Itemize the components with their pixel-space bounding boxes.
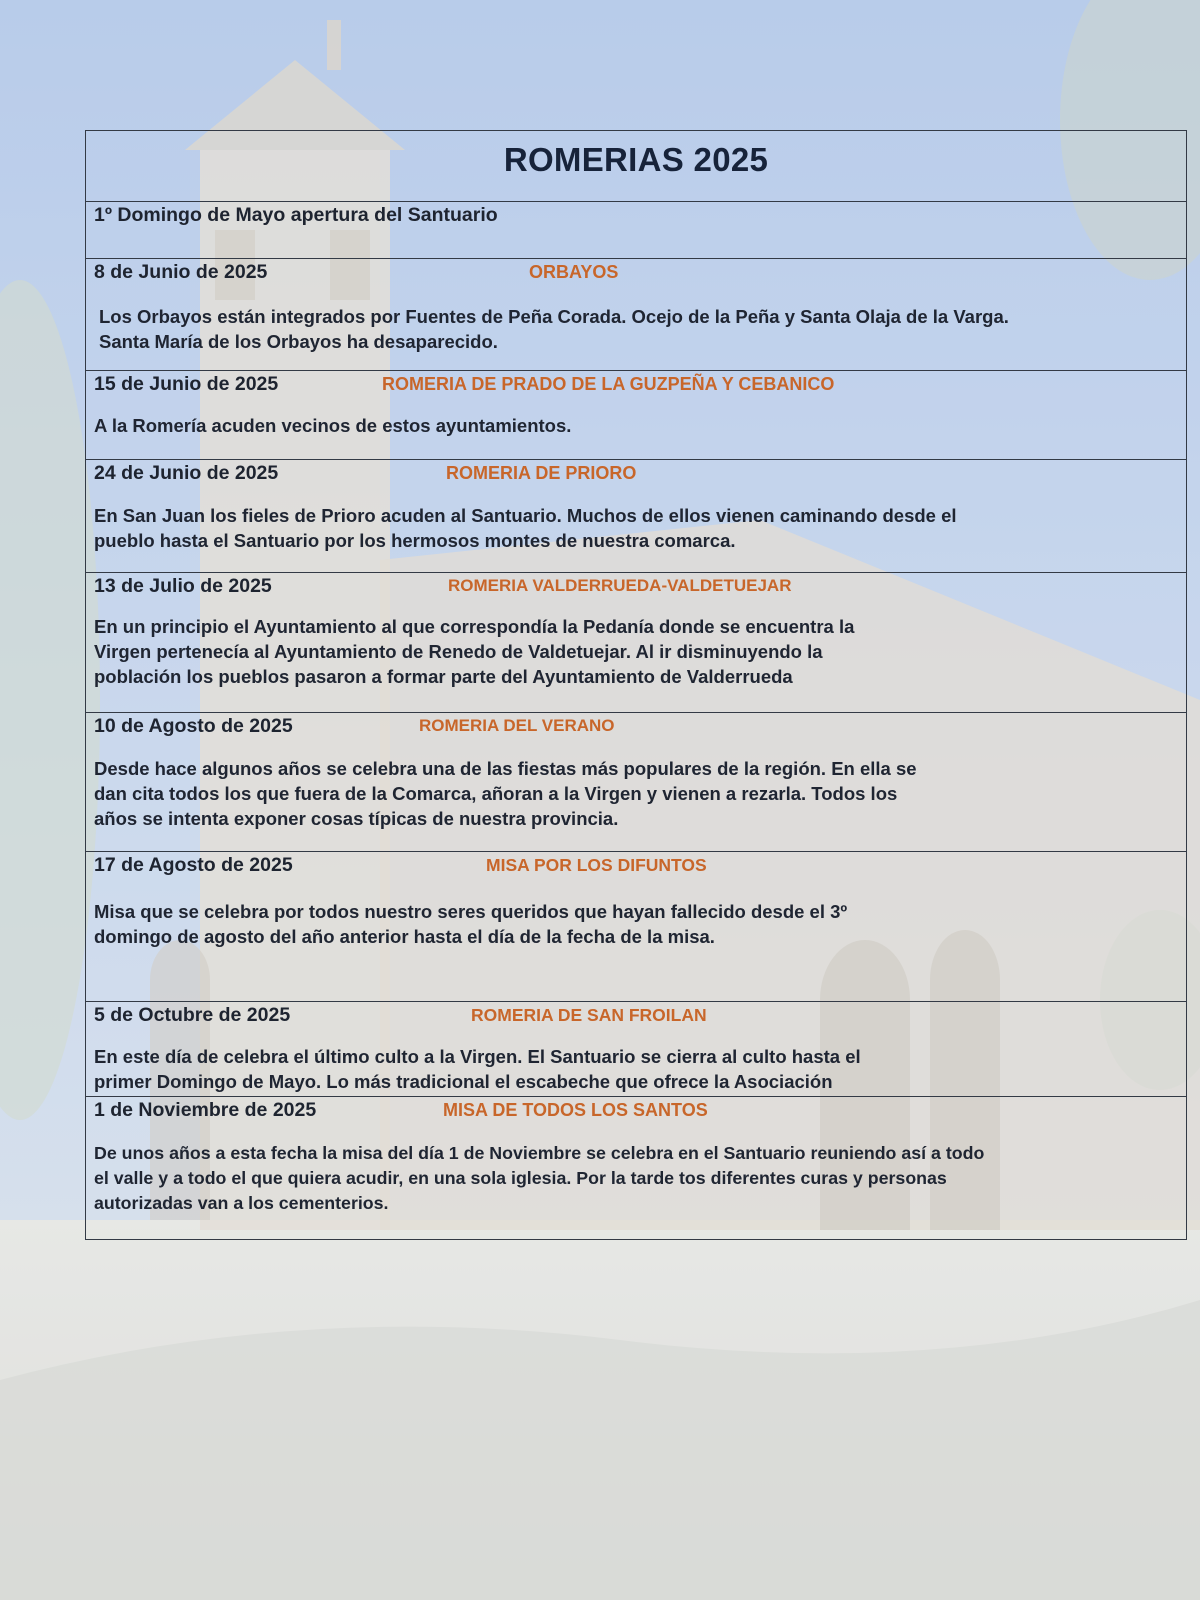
event-description: En un principio el Ayuntamiento al que correspondía la Pedanía donde se encuentra la Virgen pertenecía al Ayuntamiento de Renedo de Valdetuejar. Al ir disminuyendo la población los pueblos pasaron a formar parte del Ayuntamiento de Valderrueda: [94, 616, 855, 687]
event-row-valderrueda: [86, 573, 1186, 713]
event-row-orbayos: [86, 259, 1186, 371]
event-description: Desde hace algunos años se celebra una de las fiestas más populares de la región. En ella se dan cita todos los que fuera de la Comarca, añoran a la Virgen y vienen a rezarla. Todos los años se intenta exponer cosas típicas de nuestra provincia.: [94, 758, 917, 829]
event-date: 1 de Noviembre de 2025: [94, 1099, 317, 1121]
event-description: Los Orbayos están integrados por Fuentes de Peña Corada. Ocejo de la Peña y Santa Olaja de la Varga. Santa María de los Orbayos ha desaparecido.: [99, 306, 1009, 352]
event-date: 24 de Junio de 2025: [94, 462, 279, 484]
page-title: ROMERIAS 2025: [503, 141, 769, 178]
event-row-prado: [86, 371, 1186, 460]
event-name: ROMERIA DE SAN FROILAN: [471, 1005, 707, 1025]
event-description: En San Juan los fieles de Prioro acuden al Santuario. Muchos de ellos vienen caminando desde el pueblo hasta el Santuario por los hermosos montes de nuestra comarca.: [94, 505, 957, 551]
event-row-prioro: [86, 460, 1186, 573]
event-description: A la Romería acuden vecinos de estos ayuntamientos.: [94, 415, 572, 436]
event-date: 8 de Junio de 2025: [94, 261, 268, 283]
event-description: En este día de celebra el último culto a la Virgen. El Santuario se cierra al culto hasta el primer Domingo de Mayo. Lo más tradicional el escabeche que ofrece la Asociación: [94, 1046, 861, 1092]
event-name: ROMERIA DE PRADO DE LA GUZPEÑA Y CEBANICO: [382, 374, 835, 394]
event-row-santos: [86, 1097, 1186, 1239]
event-name: MISA DE TODOS LOS SANTOS: [443, 1100, 708, 1120]
event-date: 13 de Julio de 2025: [94, 575, 272, 597]
event-name: ROMERIA DEL VERANO: [419, 716, 615, 735]
event-description: De unos años a esta fecha la misa del día 1 de Noviembre se celebra en el Santuario reuniendo así a todo el valle y a todo el que quiera acudir, en una sola iglesia. Por la tarde tos diferentes curas y personas autorizadas van a los cementerios.: [94, 1143, 985, 1213]
opening-row: [86, 202, 1186, 259]
event-date: 5 de Octubre de 2025: [94, 1004, 291, 1026]
event-name: ORBAYOS: [529, 262, 619, 282]
event-row-verano: [86, 713, 1186, 852]
event-date: 15 de Junio de 2025: [94, 373, 279, 395]
event-name: ROMERIA VALDERRUEDA-VALDETUEJAR: [448, 576, 792, 595]
event-description: Misa que se celebra por todos nuestro seres queridos que hayan fallecido desde el 3º domingo de agosto del año anterior hasta el día de la fecha de la misa.: [94, 901, 848, 947]
event-name: ROMERIA DE PRIORO: [446, 463, 637, 483]
event-row-difuntos: [86, 852, 1186, 1002]
event-date: 10 de Agosto de 2025: [94, 715, 293, 737]
event-date: 17 de Agosto de 2025: [94, 854, 293, 876]
title-row: [86, 131, 1186, 202]
romerias-table: [85, 130, 1187, 1240]
event-name: MISA POR LOS DIFUNTOS: [486, 855, 707, 875]
event-row-froilan: [86, 1002, 1186, 1097]
opening-text: 1º Domingo de Mayo apertura del Santuario: [94, 204, 498, 226]
